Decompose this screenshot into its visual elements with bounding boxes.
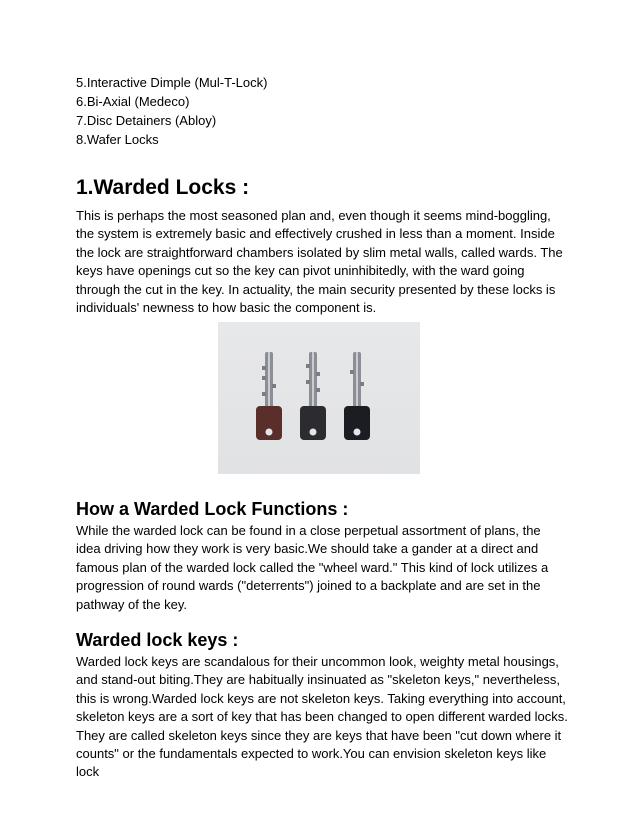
keys-photo bbox=[218, 322, 420, 474]
section-body-how-it-works: While the warded lock can be found in a close perpetual assortment of plans, the idea driving how they work is very basic.We should take a gander at a direct and famous plan of the warded lock called the "wheel ward." This kind of lock utilizes a progression of round wards ("deterrents") joined to a backplate and are set in the pathway of the key. bbox=[76, 523, 549, 612]
list-item: 5.Interactive Dimple (Mul-T-Lock) bbox=[76, 75, 268, 90]
key-icon bbox=[300, 352, 326, 440]
list-item: 8.Wafer Locks bbox=[76, 132, 159, 147]
section-heading-how-it-works: How a Warded Lock Functions : bbox=[76, 499, 349, 519]
key-icon bbox=[344, 352, 370, 440]
section-heading-warded-lock-keys: Warded lock keys : bbox=[76, 630, 239, 650]
section-heading-warded-locks: 1.Warded Locks : bbox=[76, 176, 250, 199]
three-keys-icon bbox=[218, 322, 420, 474]
list-item: 7.Disc Detainers (Abloy) bbox=[76, 113, 217, 128]
key-icon bbox=[256, 352, 282, 440]
list-item: 6.Bi-Axial (Medeco) bbox=[76, 94, 190, 109]
section-body-warded-locks: This is perhaps the most seasoned plan and, even though it seems mind-boggling, the system is extremely basic and effectively crushed in less than a moment. Inside the lock are straightforward chambers isolated by slim metal walls, called wards. The keys have openings cut so the key can pivot uninhibitedly, with the ward going through the cut in the key. In actuality, the main security presented by these locks is individuals' newness to how basic the component is. bbox=[76, 208, 563, 316]
lock-type-list bbox=[76, 73, 267, 149]
section-body-warded-lock-keys: Warded lock keys are scandalous for their uncommon look, weighty metal housings, and stand-out biting.They are habitually insinuated as "skeleton keys," nevertheless, this is wrong.Warded lock keys are not skeleton keys. Taking everything into account, skeleton keys are a sort of key that has been changed to open different warded locks. They are called skeleton keys since they are keys that have been "cut down where it counts" or the fundamentals expected to work.You can envision skeleton keys like lock bbox=[76, 654, 568, 780]
